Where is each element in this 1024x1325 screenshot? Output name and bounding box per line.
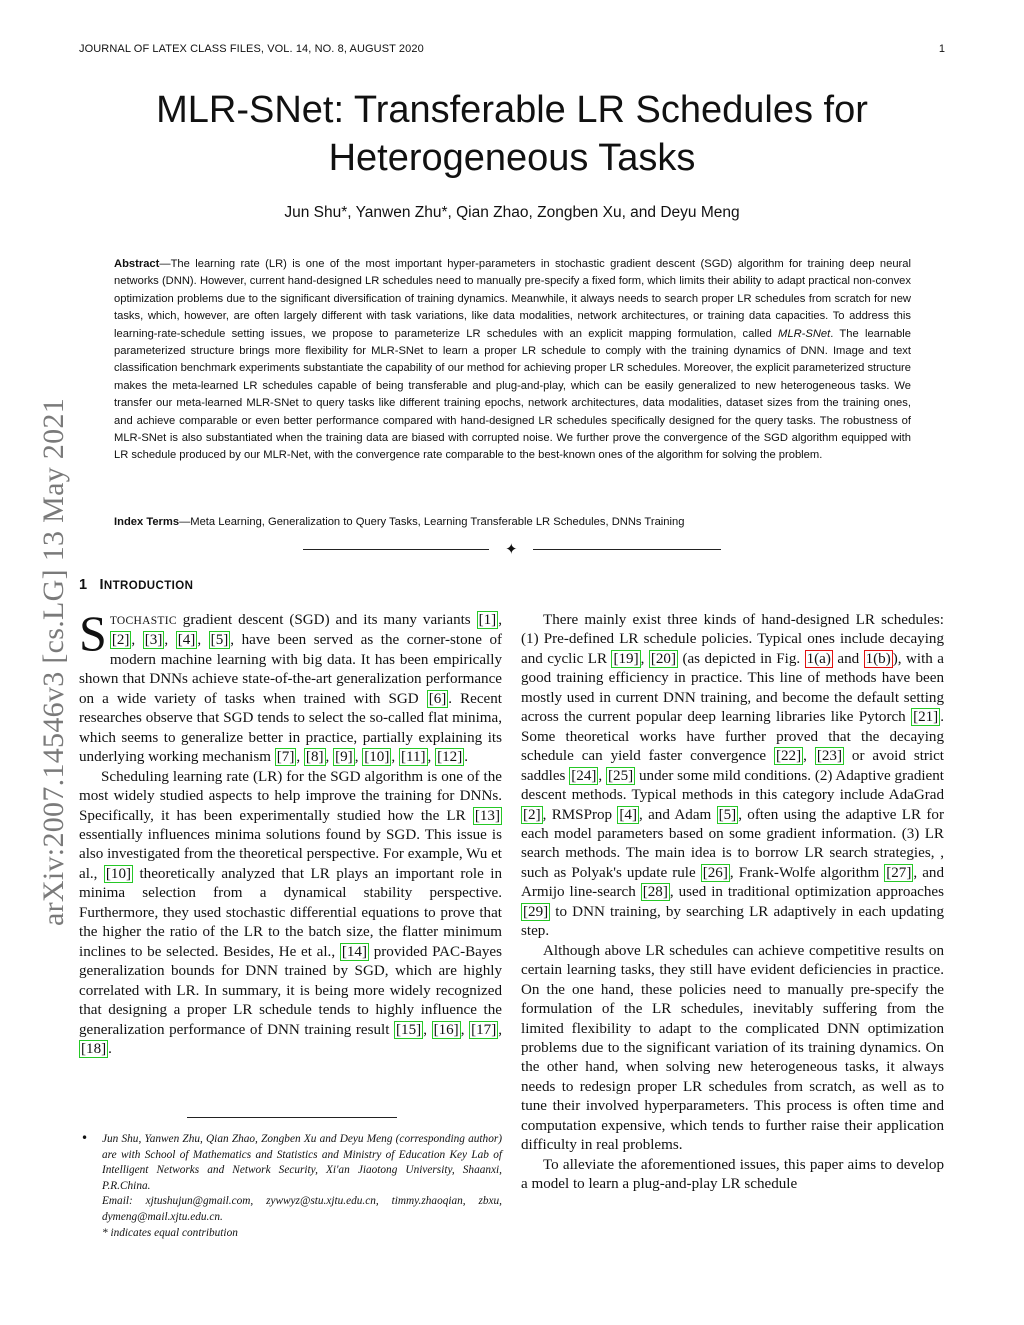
text: There mainly exist three kinds of hand-designed LR schedules: (1) Pre-defined LR schedule policies. Typical ones include decaying and cyclic LR — [521, 612, 944, 667]
text: theoretically analyzed that LR plays an important role in minima selection from a dynamical stability perspective. Furthermore, they used stochastic differential equations to prove that the higher the ratio of the LR to the batch size, the flatter minimum inclines to be selected. Besides, He et al., — [79, 865, 502, 960]
separator-diamond-icon: ✦ — [505, 540, 518, 558]
citation-link[interactable]: [11] — [400, 749, 426, 766]
intro-paragraph-1 — [79, 605, 503, 768]
abstract-text-continued: . The learnable parameterized structure brings more flexibility for MLR-SNet to learn a proper LR schedule to comply with the training dynamics of DNN. Image and text classification benchmark experiments substantiate the capability of our method for achieving proper LR schedules. Moreover, the explicit parameterized structure makes the meta-learned LR schedules capable of being transferable and plug-and-play, which can be easily generalized to new heterogeneous tasks. We transfer our meta-learned MLR-SNet to query tasks like different training epochs, network architectures, data modalities, dataset sizes from the training ones, and achieve comparable or even better performance compared with hand-designed LR schedules specifically designed for the query tasks. The robustness of MLR-SNet is also substantiated when the training data are biased with corrupted noise. We further prove the convergence of the SGD algorithm equipped with LR schedule produced by our MLR-Net, with the convergence rate comparable to the best-known ones of the algorithm for solving the problem. — [114, 327, 911, 462]
arxiv-identifier: arXiv:2007.14546v3 [cs.LG] 13 May 2021 — [37, 398, 70, 926]
text: , — [354, 749, 363, 766]
section-number: 1 — [79, 577, 88, 593]
intro-paragraph-4: Although above LR schedules can achieve competitive results on certain learning tasks, they still have evident deficiencies in practice. On the one hand, these policies need to manually pre-specify the formulation of the LR schedules, inevitably suffering from the limited flexibility to adapt to the complicated DNN optimization problems due to the significant variation of its training dynamics. On the other hand, when solving new heterogeneous tasks, it always needs to redesign proper LR schedules from scratch, as well as to tune their involved hyperparameters. This process is often time and computation expensive, which tends to further raise their application difficulty in real problems. — [521, 942, 944, 1154]
citation-link[interactable]: [3] — [144, 632, 163, 649]
right-column — [521, 611, 944, 1195]
text: , often using the adaptive LR for each model parameters based on some gradient information. (3) LR search methods. The main idea is to borrow LR search strategies, , such as Polyak's update rule — [521, 806, 944, 881]
citation-link[interactable]: [2] — [523, 806, 541, 823]
citation-link[interactable]: [18] — [81, 1040, 107, 1057]
abstract-label: Abstract — [114, 258, 160, 270]
email-text: Email: xjtushujun@gmail.com, zywwyz@stu.xjtu.edu.cn, timmy.zhaoqian, zbxu, dymeng@mail.xjtu.edu.cn. — [102, 1195, 502, 1223]
section-title-rest: NTRODUCTION — [103, 580, 194, 592]
separator-rule-left — [303, 549, 489, 550]
drop-cap: S — [79, 605, 107, 661]
citation-link[interactable]: [20] — [650, 650, 676, 667]
citation-link[interactable]: [24] — [571, 767, 597, 784]
citation-link[interactable]: [4] — [619, 806, 638, 823]
citation-link[interactable]: [10] — [105, 865, 132, 882]
text: . Some theoretical works have further proved that the decaying schedule can yield faster convergence — [521, 709, 944, 765]
index-terms — [114, 516, 911, 528]
text: , used in traditional optimization approaches — [669, 884, 944, 901]
text: . — [464, 749, 469, 766]
text: , — [640, 650, 649, 667]
text: Scheduling learning rate (LR) for the SGD algorithm is one of the most widely studied aspects to help improve the training for DNNs. Specifically, it has been experimentally studied how the LR — [79, 768, 502, 824]
smallcaps-lead: TOCHASTIC — [109, 615, 177, 627]
citation-link[interactable]: [26] — [702, 864, 728, 881]
page-number: 1 — [938, 43, 945, 55]
citation-link[interactable]: [5] — [210, 632, 229, 649]
citation-link[interactable]: [2] — [111, 632, 130, 649]
running-head: JOURNAL OF LATEX CLASS FILES, VOL. 14, NO. 8, AUGUST 2020 — [79, 43, 424, 55]
equal-contribution-note: * indicates equal contribution — [102, 1226, 238, 1239]
citation-link[interactable]: [23] — [816, 748, 842, 765]
text: , — [498, 612, 502, 628]
footnote-rule — [187, 1117, 397, 1118]
text: to DNN training, by searching LR adaptively in each updating step. — [521, 903, 944, 940]
index-terms-text: —Meta Learning, Generalization to Query Tasks, Learning Transferable LR Schedules, DNNs Training — [179, 516, 685, 528]
text: gradient descent (SGD) and its many variants — [176, 612, 477, 628]
text: , — [803, 748, 815, 765]
text: , — [391, 749, 399, 766]
paper-title: MLR-SNet: Transferable LR Schedules for Heterogeneous Tasks — [156, 89, 868, 179]
section-heading — [79, 577, 193, 593]
text: , RMSProp — [542, 806, 618, 823]
citation-link[interactable]: [19] — [613, 650, 639, 667]
text: or avoid strict saddles — [521, 748, 944, 784]
text: , — [197, 632, 209, 649]
citation-link[interactable]: [17] — [471, 1021, 497, 1038]
citation-link[interactable]: [1] — [478, 612, 497, 628]
intro-paragraph-2 — [79, 768, 502, 1060]
author-list: Jun Shu*, Yanwen Zhu*, Qian Zhao, Zongben Xu, and Deyu Meng — [284, 204, 740, 221]
citation-link[interactable]: [8] — [305, 749, 324, 766]
text: . Recent researches observe that SGD tends to select the so-called flat minima, which seems to generalize better in practice, partially explaining its underlying working mechanism — [79, 690, 503, 766]
citation-link[interactable]: [13] — [474, 807, 500, 824]
index-terms-label: Index Terms — [114, 516, 180, 528]
citation-link[interactable]: [12] — [437, 749, 463, 766]
citation-link[interactable]: [14] — [341, 943, 367, 960]
text: (as depicted in Fig. — [678, 650, 805, 667]
citation-link[interactable]: [28] — [642, 884, 668, 901]
citation-link[interactable]: [22] — [775, 748, 802, 765]
left-column — [79, 605, 503, 1059]
text: , and Adam — [639, 806, 717, 823]
text: under some mild conditions. (2) Adaptive gradient descent methods. Typical methods in this category include AdaGrad — [521, 767, 944, 804]
figure-ref-link[interactable]: 1(a) — [806, 650, 831, 667]
citation-link[interactable]: [21] — [913, 709, 939, 726]
text: provided PAC-Bayes generalization bounds for DNN trained by SGD, which are highly correlated with LR. In summary, it is being more widely recognized that designing a proper LR schedule tends to highly influence the generalization performance of DNN training result — [79, 943, 502, 1038]
text: . — [108, 1040, 112, 1057]
footnote-bullet-icon: • — [81, 1131, 89, 1145]
text: , and Armijo line-search — [521, 864, 945, 901]
citation-link[interactable]: [7] — [276, 749, 295, 766]
text: , — [598, 767, 607, 784]
text: , — [460, 1021, 470, 1038]
citation-link[interactable]: [29] — [523, 903, 549, 920]
separator-rule-right — [533, 549, 721, 550]
text: , — [325, 749, 334, 766]
text: , Frank-Wolfe algorithm — [729, 864, 885, 881]
text: ), with a good training efficiency in practice. This line of methods have been mostly used in current DNN training, and become the default setting across the current popular deep learning libraries like Pytorch — [521, 650, 944, 726]
affiliation-footnote — [102, 1132, 502, 1241]
citation-link[interactable]: [25] — [608, 767, 634, 784]
figure-ref-link[interactable]: 1(b) — [865, 650, 891, 667]
text: , — [131, 632, 143, 649]
citation-link[interactable]: [4] — [177, 632, 196, 649]
citation-link[interactable]: [6] — [428, 690, 447, 707]
intro-paragraph-5: To alleviate the aforementioned issues, this paper aims to develop a model to learn a plug-and-play LR schedule — [521, 1156, 944, 1193]
intro-paragraph-3 — [521, 611, 944, 942]
citation-link[interactable]: [16] — [433, 1021, 459, 1038]
abstract — [114, 256, 911, 465]
citation-link[interactable]: [15] — [396, 1021, 422, 1038]
text: essentially influences minima solutions found by SGD. This issue is also investigated from the theoretical perspective. For example, Wu et al., — [79, 826, 502, 882]
citation-link[interactable]: [27] — [886, 864, 912, 881]
text: , — [164, 632, 176, 649]
affiliation-text: Jun Shu, Yanwen Zhu, Qian Zhao, Zongben Xu and Deyu Meng (corresponding author) are with School of Mathematics and Statistics and Ministry of Education Key Lab of Intelligent Networks and Network Security, Xi'an Jiaotong University, Shaanxi, P.R.China. — [102, 1133, 502, 1192]
abstract-text: —The learning rate (LR) is one of the most important hyper-parameters in stochastic gradient descent (SGD) algorithm for training deep neural networks (DNN). However, current hand-designed LR schedules need to manually pre-specify a fixed form, which limits their ability to adapt practical non-convex optimization problems due to the significant diversification of training dynamics. Meanwhile, it always needs to search proper LR schedules from scratch for new tasks, which, however, are often largely different with task variations, like data modalities, network architectures, or training data capacities. To address this learning-rate-schedule setting issues, we propose to parameterize LR schedules with an explicit mapping formulation, called — [114, 258, 911, 340]
text: , — [296, 749, 304, 766]
text: , — [427, 749, 436, 766]
citation-link[interactable]: [5] — [718, 806, 737, 823]
text: and — [832, 650, 864, 667]
section-title-initial: I — [99, 577, 104, 593]
citation-link[interactable]: [10] — [364, 749, 390, 766]
citation-link[interactable]: [9] — [335, 749, 353, 766]
text: , — [498, 1021, 503, 1038]
text: , — [423, 1021, 432, 1038]
method-name: MLR-SNet — [778, 327, 831, 340]
text: , have been served as the corner-stone of modern machine learning with big data. It has been empirically shown that DNNs achieve state-of-the-art generalization performance on a wide variety of tasks when trained with SGD — [79, 632, 503, 707]
